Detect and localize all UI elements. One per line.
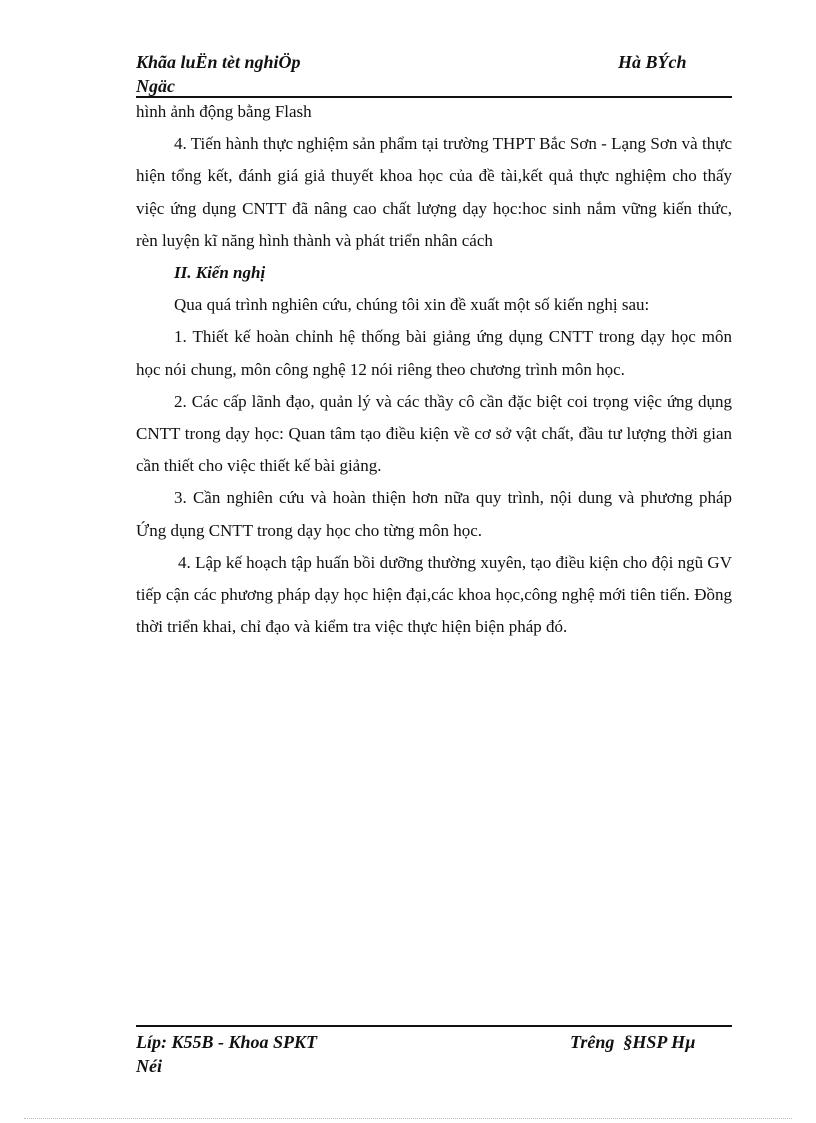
recommendation-4: 4. Lập kế hoạch tập huấn bồi dưỡng thường xuyên, tạo điều kiện cho đội ngũ GV tiếp cận các phương pháp dạy học hiện đại,các khoa học,công nghệ mới tiên tiến. Đồng thời triển khai, chỉ đạo và kiểm tra việc thực hiện biện pháp đó. xyxy=(136,552,732,637)
recommendation-2: 2. Các cấp lãnh đạo, quản lý và các thầy cô cần đặc biệt coi trọng việc ứng dụng CNTT trong dạy học: Quan tâm tạo điều kiện về cơ sở vật chất, đầu tư lượng thời gian cần thiết cho việc thiết kế bài giảng. xyxy=(136,391,732,476)
section-heading-recommendations: II. Kiến nghị xyxy=(174,263,266,283)
document-body xyxy=(136,96,732,643)
recommendation-3: 3. Cần nghiên cứu và hoàn thiện hơn nữa quy trình, nội dung và phương pháp Ứng dụng CNTT trong dạy học cho từng môn học. xyxy=(136,488,732,540)
page-edge-divider xyxy=(24,1118,792,1119)
conclusion-item-4: 4. Tiến hành thực nghiệm sản phẩm tại trường THPT Bắc Sơn - Lạng Sơn và thực hiện tổng kết, đánh giá giả thuyết khoa học của đề tài,kết quả thực nghiệm cho thấy việc ứng dụng CNTT đã nâng cao chất lượng dạy học:hoc sinh nắm vững kiến thức, rèn luyện kĩ năng hình thành và phát triển nhân cách xyxy=(136,134,732,250)
footer-rule xyxy=(136,1025,732,1027)
footer-class-info: Líp: K55B - Khoa SPKT Néi xyxy=(136,1032,318,1076)
footer-university: Trêng §HSP Hµ xyxy=(570,1032,696,1052)
header-author-name: Hà BÝch xyxy=(618,52,687,72)
recommendations-intro: Qua quá trình nghiên cứu, chúng tôi xin đề xuất một số kiến nghị sau: xyxy=(174,295,650,315)
continuation-line: hình ảnh động bằng Flash xyxy=(136,102,312,121)
header-thesis-title: Khãa luËn tèt nghiÖp Ngäc xyxy=(136,52,301,96)
recommendation-1: 1. Thiết kế hoàn chỉnh hệ thống bài giảng ứng dụng CNTT trong dạy học môn học nói chung, môn công nghệ 12 nói riêng theo chương trình môn học. xyxy=(136,327,732,379)
